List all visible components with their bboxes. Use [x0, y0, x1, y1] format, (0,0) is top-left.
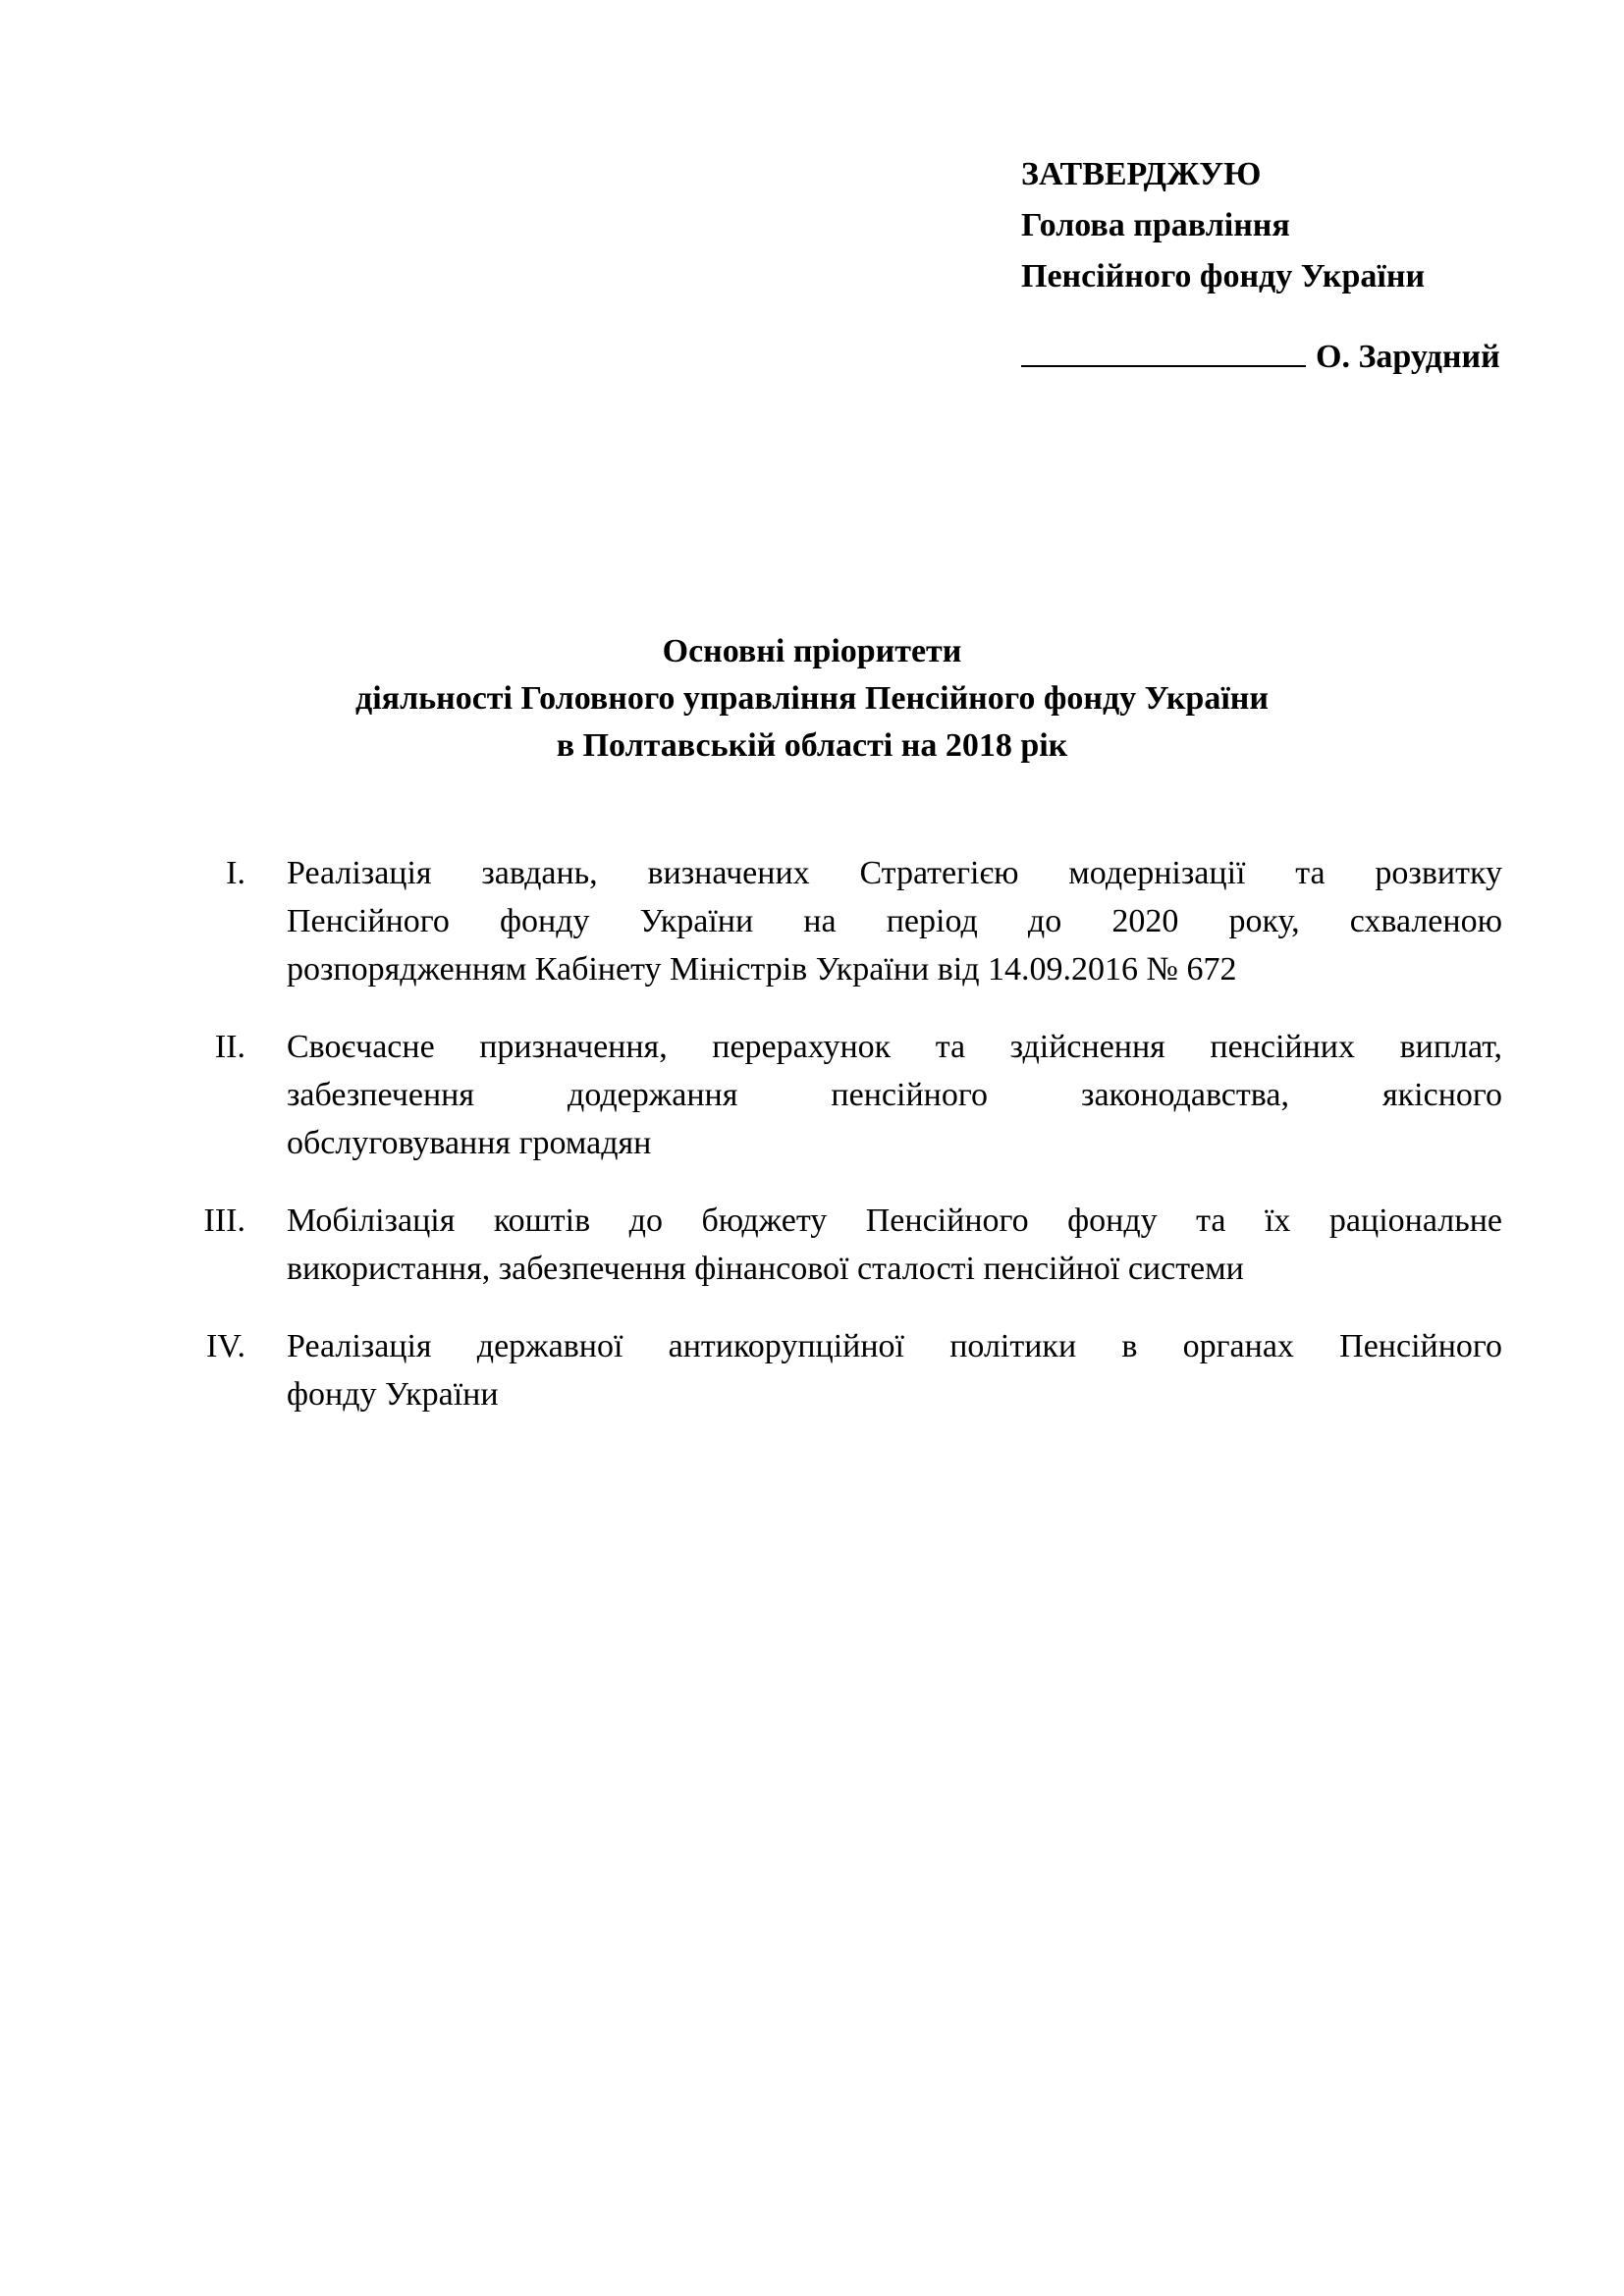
- item-number: III.: [203, 1202, 245, 1239]
- item-text: [287, 1023, 1502, 1167]
- item-text-line: використання, забезпечення фінансової сталості пенсійної системи: [287, 1251, 1244, 1287]
- item-number: IV.: [206, 1328, 245, 1364]
- item-text: [287, 849, 1502, 993]
- title-line3: в Полтавській області на 2018 рік: [556, 727, 1068, 764]
- title-line1: Основні пріоритети: [662, 633, 962, 669]
- item-text-line: забезпечення додержання пенсійного законодавства, якісного: [287, 1077, 1502, 1113]
- item-text: [287, 1322, 1502, 1418]
- signature-row: [1021, 330, 1500, 383]
- signature-line: [1021, 330, 1306, 367]
- list-item: [187, 1322, 1502, 1418]
- signatory-name: О. Зарудний: [1316, 339, 1500, 375]
- approver-position-line1: Голова правління: [1021, 207, 1290, 243]
- item-text-line: Своєчасне призначення, перерахунок та здійснення пенсійних виплат,: [287, 1029, 1502, 1065]
- item-text-line: розпорядженням Кабінету Міністрів України від 14.09.2016 № 672: [287, 951, 1237, 988]
- approval-block: [1021, 149, 1500, 383]
- item-text-line: Реалізація завдань, визначених Стратегією модернізації та розвитку: [287, 855, 1502, 891]
- approver-position-line2: Пенсійного фонду України: [1021, 258, 1426, 294]
- list-item: [187, 849, 1502, 993]
- list-item: [187, 1023, 1502, 1167]
- item-number: II.: [214, 1029, 245, 1065]
- title-line2: діяльності Головного управління Пенсійного фонду України: [355, 680, 1269, 717]
- list-item: [187, 1197, 1502, 1293]
- priorities-list: [187, 849, 1502, 1448]
- item-text-line: фонду України: [287, 1376, 499, 1413]
- item-text: [287, 1197, 1502, 1293]
- item-text-line: Реалізація державної антикорупційної політики в органах Пенсійного: [287, 1328, 1502, 1364]
- item-number: I.: [226, 855, 245, 891]
- approval-heading: ЗАТВЕРДЖУЮ: [1021, 156, 1262, 192]
- item-text-line: Мобілізація коштів до бюджету Пенсійного фонду та їх раціональне: [287, 1202, 1502, 1239]
- item-text-line: обслуговування громадян: [287, 1125, 652, 1161]
- item-text-line: Пенсійного фонду України на період до 2020 року, схваленою: [287, 903, 1502, 939]
- document-title: [0, 628, 1624, 770]
